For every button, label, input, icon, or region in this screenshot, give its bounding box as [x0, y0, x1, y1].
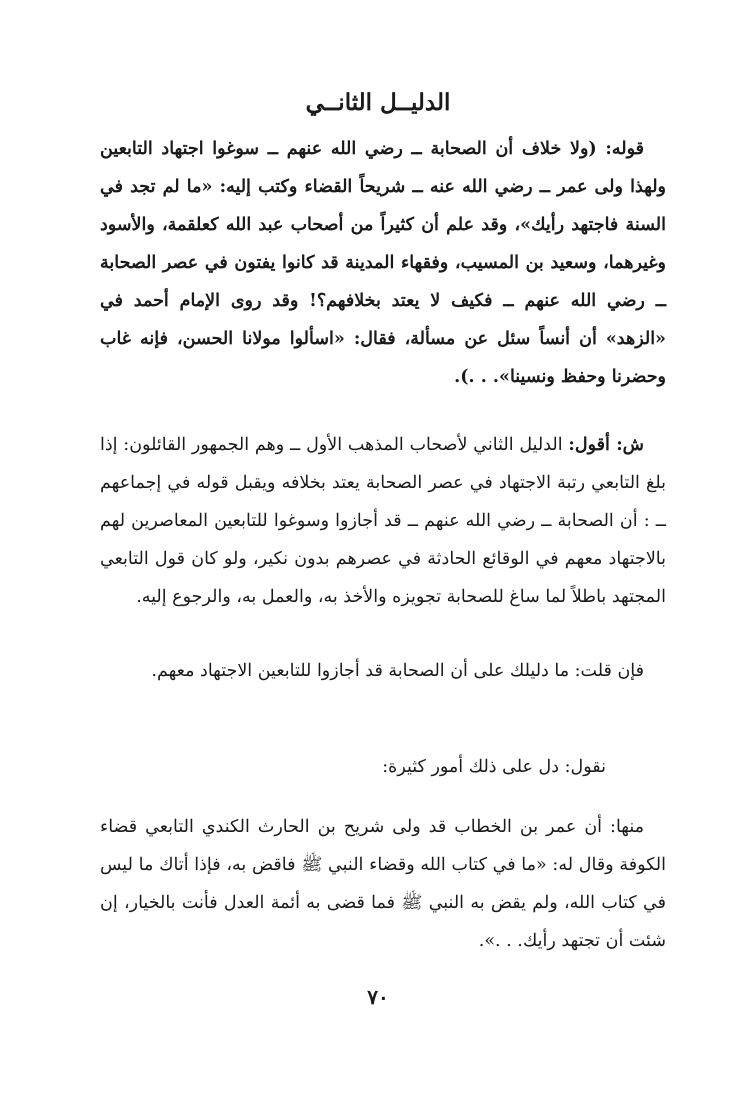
section-heading: الدليــل الثانــي — [305, 89, 451, 116]
evidence-paragraph — [100, 808, 666, 960]
answer-intro-paragraph — [100, 748, 666, 786]
question-paragraph — [100, 652, 666, 690]
paragraph-text: قوله: (ولا خلاف أن الصحابة ــ رضي الله عنهم ــ سوغوا اجتهاد التابعين ولهذا ولى عمر ــ رضي الله عنه ــ شريحاً القضاء وكتب إليه: «ما لم تجد في السنة فاجتهد رأيك»، وقد علم أن كثيراً من أصحاب عبد الله كعلقمة، والأسود وغيرهما، وسعيد بن المسيب، وفقهاء المدينة قد كانوا يفتون في عصر الصحابة ــ رضي الله عنهم ــ فكيف لا يعتد بخلافهم؟! وقد روى الإمام أحمد في «الزهد» أن أنساً سئل عن مسألة، فقال: «اسألوا مولانا الحسن، فإنه غاب وحضرنا وحفظ ونسينا». . .). — [100, 139, 666, 387]
answer-intro-text: نقول: دل على ذلك أمور كثيرة: — [382, 757, 606, 777]
evidence-text: منها: أن عمر بن الخطاب قد ولى شريح بن الحارث الكندي التابعي قضاء الكوفة وقال له: «ما في كتاب الله وقضاء النبي ﷺ فاقض به، فإذا أتاك ما ليس في كتاب الله، ولم يقض به النبي ﷺ فما قضى به أئمة العدل فأنت بالخيار، إن شئت أن تجتهد رأيك. . .». — [100, 817, 666, 951]
commentary-paragraph — [100, 426, 666, 616]
question-text: فإن قلت: ما دليلك على أن الصحابة قد أجازوا للتابعين الاجتهاد معهم. — [151, 661, 644, 681]
quoted-text-paragraph — [100, 130, 666, 396]
page-number: ٧٠ — [367, 985, 389, 1009]
commentary-text: الدليل الثاني لأصحاب المذهب الأول ــ وهم الجمهور القائلون: إذا بلغ التابعي رتبة الاجتهاد في عصر الصحابة يعتد بخلافه ويقبل قوله في إجماعهم ــ : أن الصحابة ــ رضي الله عنهم ــ قد أجازوا وسوغوا للتابعين المعاصرين لهم بالاجتهاد معهم في الوقائع الحادثة في عصرهم بدون نكير، ولو كان قول التابعي المجتهد باطلاً لما ساغ للصحابة تجويزه والأخذ به، والعمل به، والرجوع إليه. — [100, 435, 666, 607]
commentary-paragraph-body — [100, 426, 666, 616]
commentary-lead: ش: أقول: — [568, 435, 645, 455]
